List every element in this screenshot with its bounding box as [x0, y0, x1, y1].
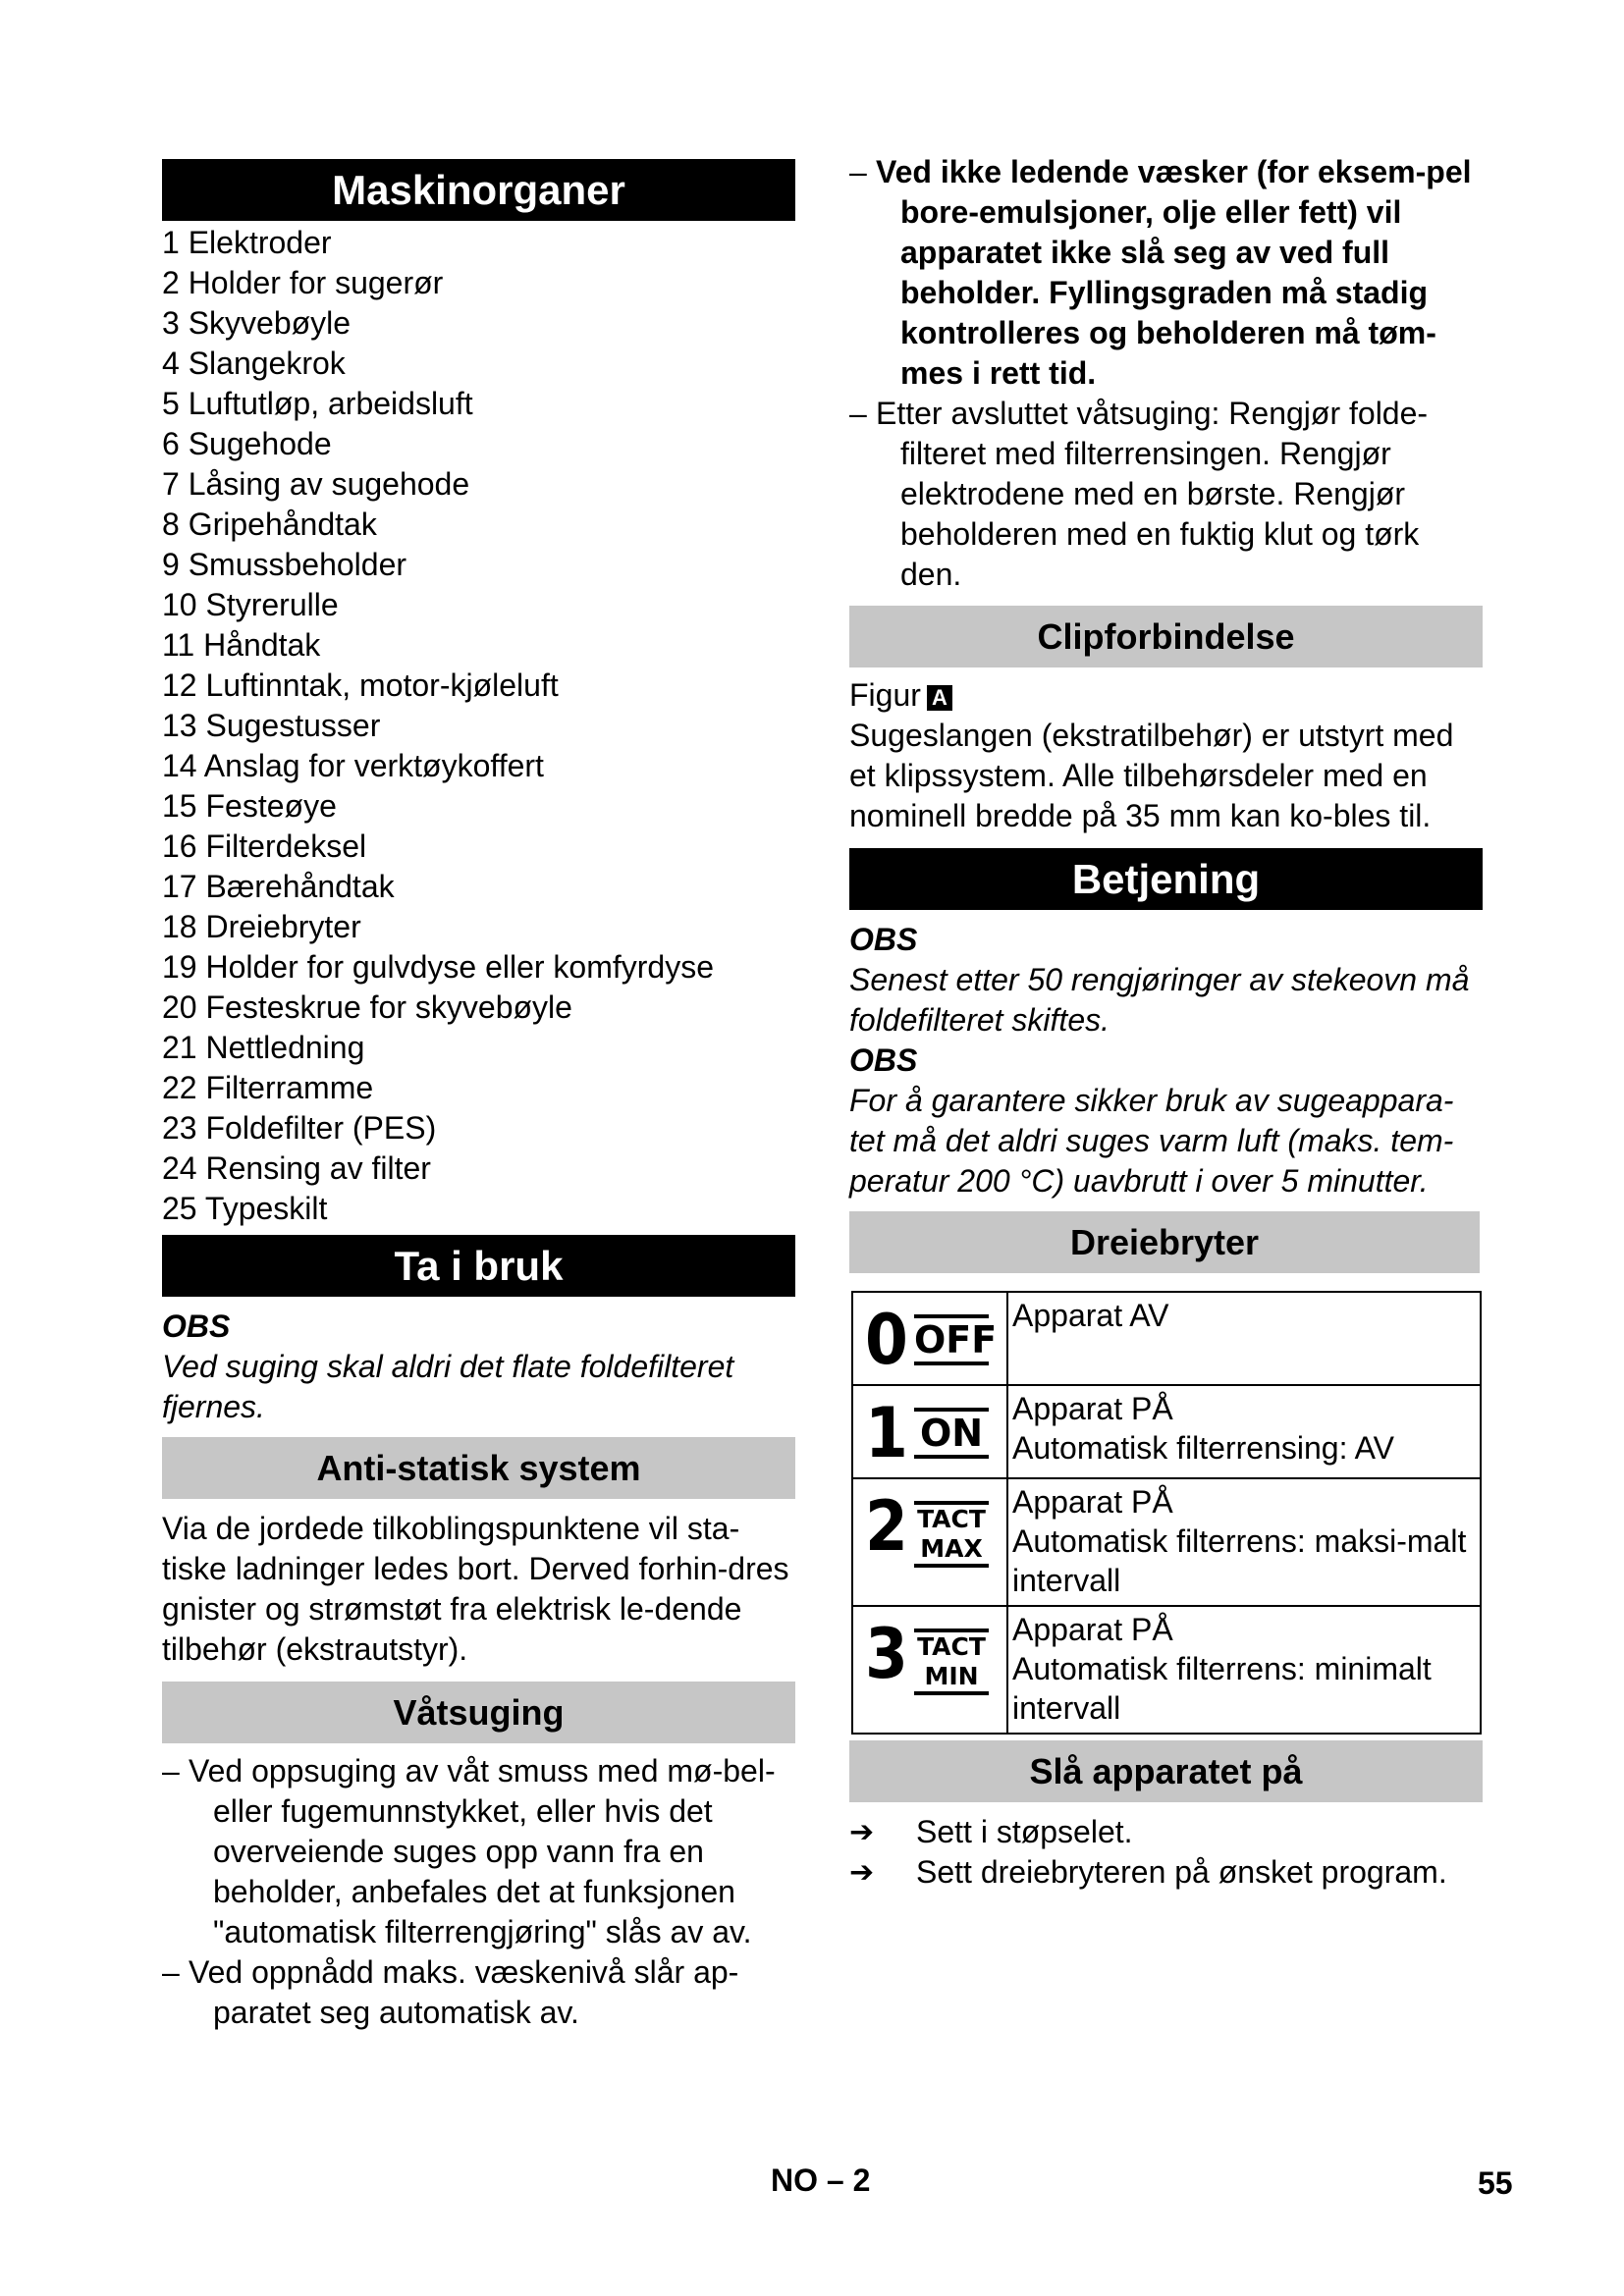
dash-marker: – [849, 396, 867, 431]
list-item: 9 Smussbeholder [162, 547, 407, 582]
list-item: 16 Filterdeksel [162, 828, 367, 864]
list-item: 11 Håndtak [162, 627, 321, 663]
obs-text: For å garantere sikker bruk av sugeappara-tet må det aldri suges varm luft (maks. tem-peratur 200 °C) uavbrutt i over 5 minutter. [849, 1083, 1454, 1199]
list-item: 10 Styrerulle [162, 587, 339, 622]
step-text: Sett i støpselet. [916, 1814, 1133, 1849]
position-label-bottom: MIN [924, 1662, 979, 1690]
position-number: 3 [865, 1614, 908, 1694]
table-row [852, 1478, 1481, 1606]
list-item: 6 Sugehode [162, 426, 332, 461]
switch-position-2-icon [852, 1478, 1007, 1606]
position-number: 0 [865, 1300, 908, 1380]
left-column [162, 159, 795, 2033]
list-item: 2 Holder for sugerør [162, 265, 444, 300]
list-item: 15 Festeøye [162, 788, 337, 824]
page-number: 55 [1478, 2165, 1513, 2201]
step-text: Sett dreiebryteren på ønsket program. [916, 1854, 1447, 1890]
dash-marker: – [162, 1753, 180, 1789]
wet-heading: Våtsuging [162, 1682, 795, 1743]
right-column [849, 152, 1483, 1893]
list-item: 19 Holder for gulvdyse eller komfyrdyse [162, 949, 715, 985]
position-number: 1 [865, 1393, 908, 1473]
position-label-top: TACT [917, 1632, 986, 1661]
description-line: Apparat PÅ [1012, 1391, 1173, 1426]
switch-description [1007, 1478, 1481, 1606]
list-item: 23 Foldefilter (PES) [162, 1110, 437, 1146]
switch-table [851, 1291, 1482, 1735]
description-line: Apparat AV [1012, 1298, 1169, 1333]
switch-description [1007, 1292, 1481, 1385]
list-item: 14 Anslag for verktøykoffert [162, 748, 544, 783]
switch-position-0-icon [852, 1292, 1007, 1385]
switch-description [1007, 1385, 1481, 1478]
position-label-bottom: MAX [920, 1534, 983, 1563]
list-item: 12 Luftinntak, motor-kjøleluft [162, 667, 559, 703]
arrow-icon: ➔ [849, 1816, 875, 1848]
position-number: 2 [865, 1486, 908, 1567]
wet-bullet-1: Ved oppsuging av våt smuss med mø-bel- eller fugemunnstykket, eller hvis det overveiende suges opp vann fra en beholder, anbefales det at funksjonen "automatisk filterrengjøring" slås av av. [189, 1753, 776, 1949]
list-item: 17 Bærehåndtak [162, 869, 395, 904]
list-item [849, 394, 1483, 595]
list-item: 18 Dreiebryter [162, 909, 361, 944]
obs-text: Senest etter 50 rengjøringer av stekeovn må foldefilteret skiftes. [849, 962, 1470, 1038]
position-label [914, 1501, 989, 1568]
description-line: Apparat PÅ [1012, 1484, 1173, 1520]
list-item: 24 Rensing av filter [162, 1150, 431, 1186]
wet-bullet-2: Ved oppnådd maks. væskenivå slår ap-paratet seg automatisk av. [189, 1954, 739, 2030]
start-heading: Ta i bruk [162, 1235, 795, 1297]
power-on-heading: Slå apparatet på [849, 1740, 1483, 1802]
obs-label: OBS [849, 1042, 918, 1078]
dash-marker: – [849, 154, 867, 189]
description-line: Automatisk filterrens: minimalt intervall [1012, 1651, 1432, 1726]
obs-label: OBS [849, 922, 918, 957]
list-item [849, 1852, 1483, 1893]
switch-position-1-icon [852, 1385, 1007, 1478]
figure-ref [849, 675, 1483, 716]
list-item: 22 Filterramme [162, 1070, 374, 1105]
description-line: Apparat PÅ [1012, 1612, 1173, 1647]
list-item [162, 1751, 795, 1952]
machine-heading: Maskinorganer [162, 159, 795, 221]
position-label [914, 1629, 989, 1695]
position-label-top: TACT [917, 1505, 986, 1533]
obs-text: Ved suging skal aldri det flate foldefilteret fjernes. [162, 1349, 734, 1424]
description-line: Automatisk filterrensing: AV [1012, 1430, 1394, 1466]
switch-heading: Dreiebryter [849, 1211, 1480, 1273]
table-row [852, 1385, 1481, 1478]
wet-bullets [162, 1751, 795, 2033]
list-item [162, 1952, 795, 2033]
list-item: 3 Skyvebøyle [162, 305, 352, 341]
position-label: OFF [914, 1314, 989, 1365]
dash-marker: – [162, 1954, 180, 1990]
footer-language-code: NO – 2 [771, 2163, 871, 2198]
obs-label: OBS [162, 1308, 231, 1344]
after-wet-cleaning: Etter avsluttet våtsuging: Rengjør folde-filteret med filterrensingen. Rengjør elektrodene med en børste. Rengjør beholderen med en fuktig klut og tørk den. [876, 396, 1429, 592]
antistatic-heading: Anti-statisk system [162, 1437, 795, 1499]
list-item [849, 152, 1483, 394]
parts-list [162, 223, 795, 1229]
description-line: Automatisk filterrens: maksi-malt intervall [1012, 1523, 1467, 1598]
list-item: 8 Gripehåndtak [162, 507, 377, 542]
list-item: 5 Luftutløp, arbeidsluft [162, 386, 473, 421]
arrow-icon: ➔ [849, 1856, 875, 1889]
operation-heading: Betjening [849, 848, 1483, 910]
figure-label: Figur [849, 677, 921, 713]
antistatic-text: Via de jordede tilkoblingspunktene vil sta-tiske ladninger ledes bort. Derved forhin-dres gnister og strømstøt fra elektrisk le-dende tilbehør (ekstrautstyr). [162, 1511, 789, 1667]
position-label: ON [914, 1408, 989, 1459]
nonconductive-warning: Ved ikke ledende væsker (for eksem-pel bore-emulsjoner, olje eller fett) vil apparatet ikke slå seg av ved full beholder. Fyllingsgraden må stadig kontrolleres og beholderen må tøm-mes i rett tid. [876, 154, 1472, 391]
clip-text: Sugeslangen (ekstratilbehør) er utstyrt med et klipssystem. Alle tilbehørsdeler med en nominell bredde på 35 mm kan ko-bles til. [849, 718, 1454, 833]
list-item: 20 Festeskrue for skyvebøyle [162, 989, 572, 1025]
list-item [849, 1812, 1483, 1852]
list-item: 25 Typeskilt [162, 1191, 328, 1226]
table-row [852, 1292, 1481, 1385]
table-row [852, 1606, 1481, 1734]
list-item: 21 Nettledning [162, 1030, 365, 1065]
list-item: 7 Låsing av sugehode [162, 466, 470, 502]
list-item: 1 Elektroder [162, 225, 332, 260]
list-item: 13 Sugestusser [162, 708, 381, 743]
clip-heading: Clipforbindelse [849, 606, 1483, 667]
switch-description [1007, 1606, 1481, 1734]
figure-letter-badge: A [927, 685, 952, 711]
switch-position-3-icon [852, 1606, 1007, 1734]
power-on-steps [849, 1812, 1483, 1893]
list-item: 4 Slangekrok [162, 346, 346, 381]
